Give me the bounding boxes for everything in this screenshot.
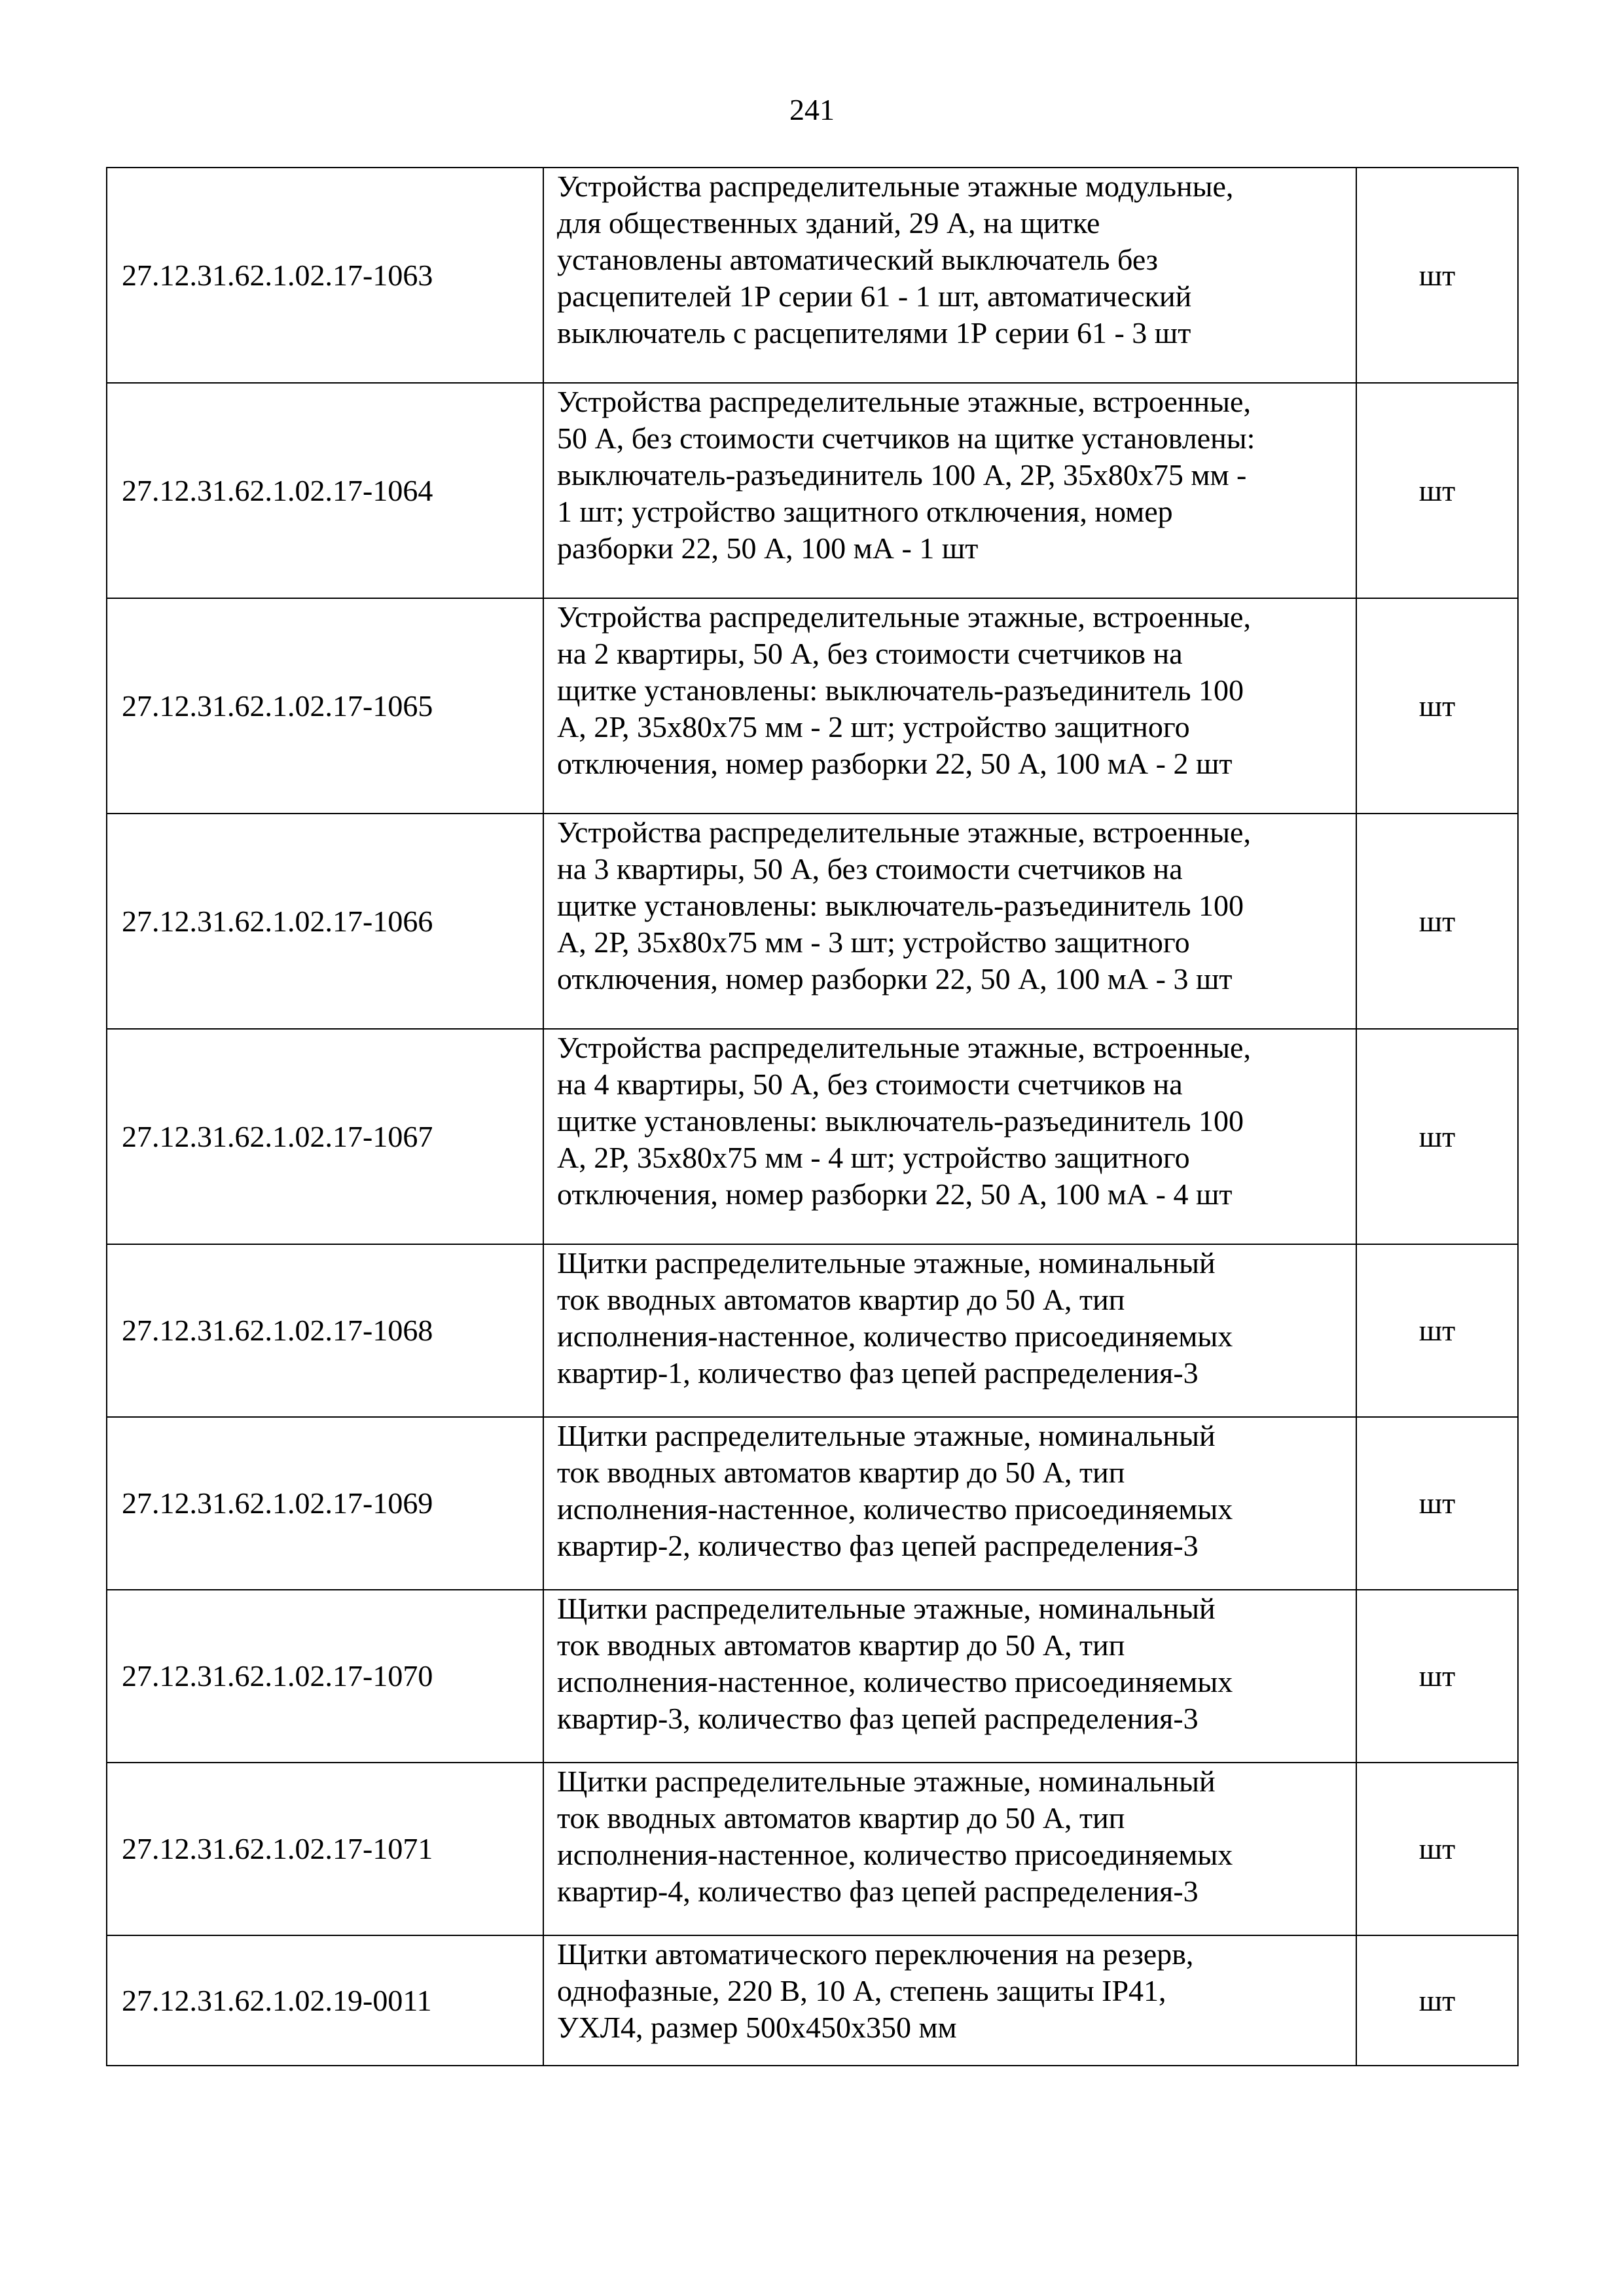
table-row <box>107 168 1518 383</box>
description-line: расцепителей 1Р серии 61 - 1 шт, автоматический <box>557 279 1192 313</box>
table-row <box>107 1417 1518 1590</box>
description-line: А, 2Р, 35х80х75 мм - 3 шт; устройство защитного <box>557 925 1190 959</box>
description-line: выключатель-разъединитель 100 А, 2Р, 35х80х75 мм - <box>557 458 1247 492</box>
description-line: Щитки автоматического переключения на резерв, <box>557 1937 1194 1971</box>
unit-of-measure: шт <box>1356 1935 1518 2066</box>
description-line: на 3 квартиры, 50 А, без стоимости счетчиков на <box>557 852 1183 886</box>
resource-description <box>543 1417 1356 1590</box>
unit-of-measure: шт <box>1356 1244 1518 1417</box>
resource-description <box>543 1244 1356 1417</box>
unit-of-measure: шт <box>1356 1590 1518 1763</box>
description-line: Щитки распределительные этажные, номинальный <box>557 1592 1216 1625</box>
resource-code: 27.12.31.62.1.02.17-1065 <box>107 598 543 814</box>
description-line: Щитки распределительные этажные, номинальный <box>557 1419 1216 1452</box>
resource-code: 27.12.31.62.1.02.17-1063 <box>107 168 543 383</box>
table-row <box>107 1029 1518 1244</box>
table-row <box>107 1935 1518 2066</box>
description-line: Щитки распределительные этажные, номинальный <box>557 1246 1216 1280</box>
resource-description <box>543 1763 1356 1935</box>
resource-description <box>543 598 1356 814</box>
description-line: исполнения-настенное, количество присоединяемых <box>557 1492 1233 1526</box>
resource-code: 27.12.31.62.1.02.17-1067 <box>107 1029 543 1244</box>
description-line: Устройства распределительные этажные, встроенные, <box>557 816 1251 849</box>
description-line: ток вводных автоматов квартир до 50 А, тип <box>557 1283 1125 1316</box>
description-line: установлены автоматический выключатель без <box>557 243 1158 276</box>
table-row <box>107 1244 1518 1417</box>
unit-of-measure: шт <box>1356 598 1518 814</box>
description-line: Устройства распределительные этажные, встроенные, <box>557 600 1251 634</box>
resource-description <box>543 1590 1356 1763</box>
unit-of-measure: шт <box>1356 814 1518 1029</box>
description-line: на 4 квартиры, 50 А, без стоимости счетчиков на <box>557 1067 1183 1101</box>
resource-description <box>543 814 1356 1029</box>
table-row <box>107 598 1518 814</box>
description-line: щитке установлены: выключатель-разъединитель 100 <box>557 1104 1244 1138</box>
unit-of-measure: шт <box>1356 1029 1518 1244</box>
description-line: отключения, номер разборки 22, 50 А, 100 мА - 2 шт <box>557 747 1233 780</box>
description-line: Щитки распределительные этажные, номинальный <box>557 1765 1216 1798</box>
description-line: Устройства распределительные этажные модульные, <box>557 170 1234 203</box>
description-line: 1 шт; устройство защитного отключения, номер <box>557 495 1173 528</box>
resource-code: 27.12.31.62.1.02.17-1066 <box>107 814 543 1029</box>
description-line: выключатель с расцепителями 1Р серии 61 - 3 шт <box>557 316 1191 350</box>
description-line: квартир-2, количество фаз цепей распределения-3 <box>557 1529 1199 1562</box>
description-line: щитке установлены: выключатель-разъединитель 100 <box>557 673 1244 707</box>
resource-code: 27.12.31.62.1.02.19-0011 <box>107 1935 543 2066</box>
unit-of-measure: шт <box>1356 1417 1518 1590</box>
description-line: для общественных зданий, 29 А, на щитке <box>557 206 1100 240</box>
description-line: А, 2Р, 35х80х75 мм - 4 шт; устройство защитного <box>557 1141 1190 1174</box>
description-line: квартир-4, количество фаз цепей распределения-3 <box>557 1874 1199 1908</box>
resource-description <box>543 383 1356 598</box>
unit-of-measure: шт <box>1356 168 1518 383</box>
description-line: квартир-3, количество фаз цепей распределения-3 <box>557 1702 1199 1735</box>
description-line: отключения, номер разборки 22, 50 А, 100 мА - 3 шт <box>557 962 1233 996</box>
resource-description <box>543 168 1356 383</box>
table-row <box>107 814 1518 1029</box>
description-line: исполнения-настенное, количество присоединяемых <box>557 1665 1233 1698</box>
description-line: УХЛ4, размер 500х450х350 мм <box>557 2011 957 2044</box>
description-line: А, 2Р, 35х80х75 мм - 2 шт; устройство защитного <box>557 710 1190 744</box>
resource-code: 27.12.31.62.1.02.17-1068 <box>107 1244 543 1417</box>
unit-of-measure: шт <box>1356 383 1518 598</box>
resource-code: 27.12.31.62.1.02.17-1071 <box>107 1763 543 1935</box>
description-line: отключения, номер разборки 22, 50 А, 100 мА - 4 шт <box>557 1177 1233 1211</box>
description-line: однофазные, 220 В, 10 А, степень защиты IP41, <box>557 1974 1166 2007</box>
description-line: на 2 квартиры, 50 А, без стоимости счетчиков на <box>557 637 1183 670</box>
unit-of-measure: шт <box>1356 1763 1518 1935</box>
description-line: 50 А, без стоимости счетчиков на щитке установлены: <box>557 422 1255 455</box>
resource-code: 27.12.31.62.1.02.17-1064 <box>107 383 543 598</box>
page-number: 241 <box>789 93 835 126</box>
table-row <box>107 1763 1518 1935</box>
table-row <box>107 383 1518 598</box>
description-line: Устройства распределительные этажные, встроенные, <box>557 385 1251 418</box>
resource-description <box>543 1935 1356 2066</box>
table-body <box>107 168 1518 2066</box>
resource-description <box>543 1029 1356 1244</box>
resource-code: 27.12.31.62.1.02.17-1069 <box>107 1417 543 1590</box>
description-line: щитке установлены: выключатель-разъединитель 100 <box>557 889 1244 922</box>
description-line: ток вводных автоматов квартир до 50 А, тип <box>557 1628 1125 1662</box>
description-line: разборки 22, 50 А, 100 мА - 1 шт <box>557 531 979 565</box>
description-line: Устройства распределительные этажные, встроенные, <box>557 1031 1251 1064</box>
description-line: квартир-1, количество фаз цепей распределения-3 <box>557 1356 1199 1390</box>
resource-table <box>106 167 1519 2066</box>
description-line: ток вводных автоматов квартир до 50 А, тип <box>557 1801 1125 1835</box>
table-row <box>107 1590 1518 1763</box>
description-line: исполнения-настенное, количество присоединяемых <box>557 1319 1233 1353</box>
resource-code: 27.12.31.62.1.02.17-1070 <box>107 1590 543 1763</box>
description-line: исполнения-настенное, количество присоединяемых <box>557 1838 1233 1871</box>
description-line: ток вводных автоматов квартир до 50 А, тип <box>557 1456 1125 1489</box>
